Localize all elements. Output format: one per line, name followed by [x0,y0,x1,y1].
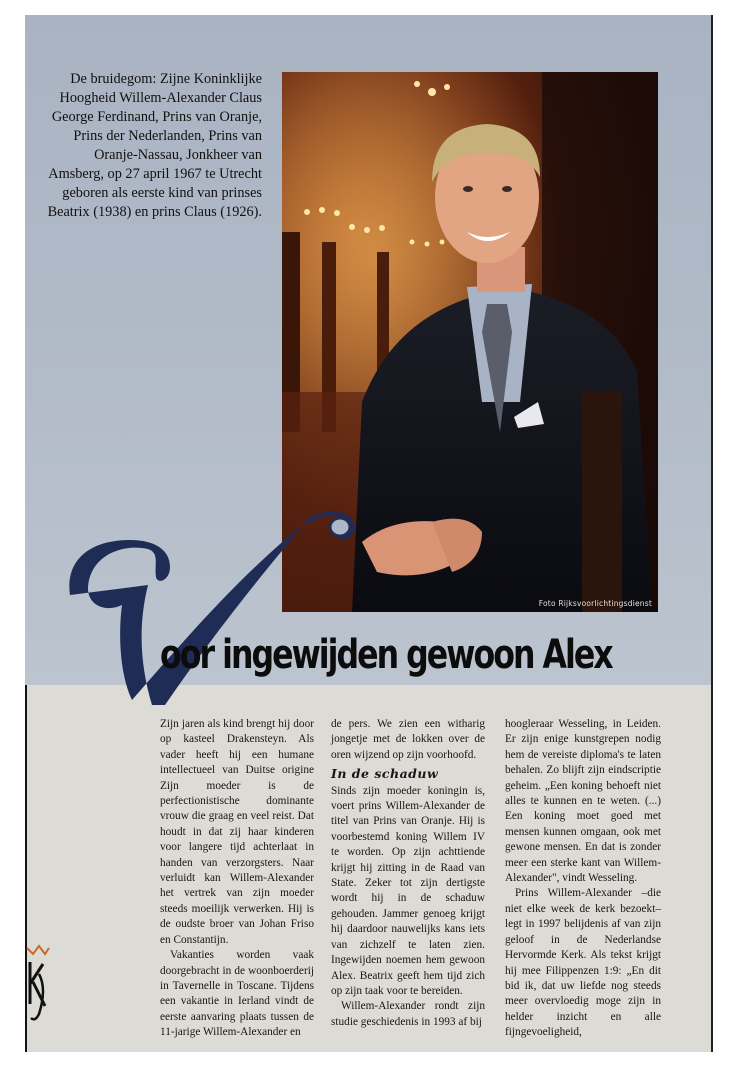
section-subheading: In de schaduw [331,766,439,782]
headline-text: oor ingewijden gewoon Alex [160,632,612,678]
body-column-2 [331,717,485,1030]
page-edge [711,15,713,1052]
paragraph: Sinds zijn moeder koningin is, voert prins Willem-Alexander de titel van Prins van Oranje. Hij is voorbestemd koning Willem IV te worden. Op zijn achttiende krijgt hij zitting in de Raad van State. Zeker tot zijn dertigste wordt hij in de schaduw gehouden. Jammer genoeg krijgt hij daardoor nauwelijks kans iets van zichzelf te laten zien. Ingewijden noemen hem gewoon Alex. Beatrix geeft hem tijd zich op zijn taak voor te bereiden. [331,784,485,997]
paragraph: Zijn jaren als kind brengt hij door op kasteel Drakensteyn. Als vader heeft hij een humane intellectueel van Duitse origine Zijn moeder is de perfectionistische dominante vrouw die graag en veel reist. Dat houdt in dat zij haar kinderen voor langere tijd achterlaat in handen van verzorgsters. Naar verluidt kan Willem-Alexander het vertrek van zijn moeder steeds moeilijk verwerken. Hij is de oudste broer van Johan Friso en Constantijn. [160,718,314,946]
paragraph: Prins Willem-Alexander –die niet elke week de kerk bezoekt– legt in 1997 belijdenis af van zijn geloof in de Nederlandse Hervormde Kerk. Als tekst krijgt hij mee Filippenzen 1:9: „En dit bid ik, dat uw liefde nog steeds meer overvloedig moge zijn in helder inzicht en alle fijngevoeligheid, [505,887,661,1039]
headline [160,632,612,678]
photo-caption: De bruidegom: Zijne Koninklijke Hoogheid Willem-Alexander Claus George Ferdinand, Prins van Oranje, Prins der Nederlanden, Prins van Oranje-Nassau, Jonkheer van Amsberg, op 27 april 1967 te Utrecht geboren als eerste kind van prinses Beatrix (1938) en prins Claus (1926). [47,71,262,220]
magazine-logo [25,944,51,1022]
paragraph: de pers. We zien een witharig jongetje met de lokken over de oren wijzend op zijn voorhoofd. [331,718,485,761]
paragraph: Vakanties worden vaak doorgebracht in de woonboerderij in Tavernelle in Toscane. Tijdens een vakantie in Ierland vindt de eerste aanvaring plaats tussen de 11-jarige Willem-Alexander en [160,949,314,1039]
paragraph: hoogleraar Wesseling, in Leiden. Er zijn enige kunstgrepen nodig hem de vereiste diploma's te laten behalen. Zo blijft zijn eindscriptie geheim. „Een koning behoeft niet alles te kunnen en te weten. (...) Een koning moet goed met mensen kunnen omgaan, ook met gewone mensen. En dat is zonder meer een sterke kant van Willem-Alexander", vindt Wesseling. [505,718,661,885]
photo-credit: Foto Rijksvoorlichtingsdienst [538,599,652,608]
paragraph: Willem-Alexander rondt zijn studie geschiedenis in 1993 af bij [331,1000,485,1028]
decorative-initial-v [60,505,360,710]
body-column-1 [160,717,314,1041]
body-column-3 [505,717,661,1041]
